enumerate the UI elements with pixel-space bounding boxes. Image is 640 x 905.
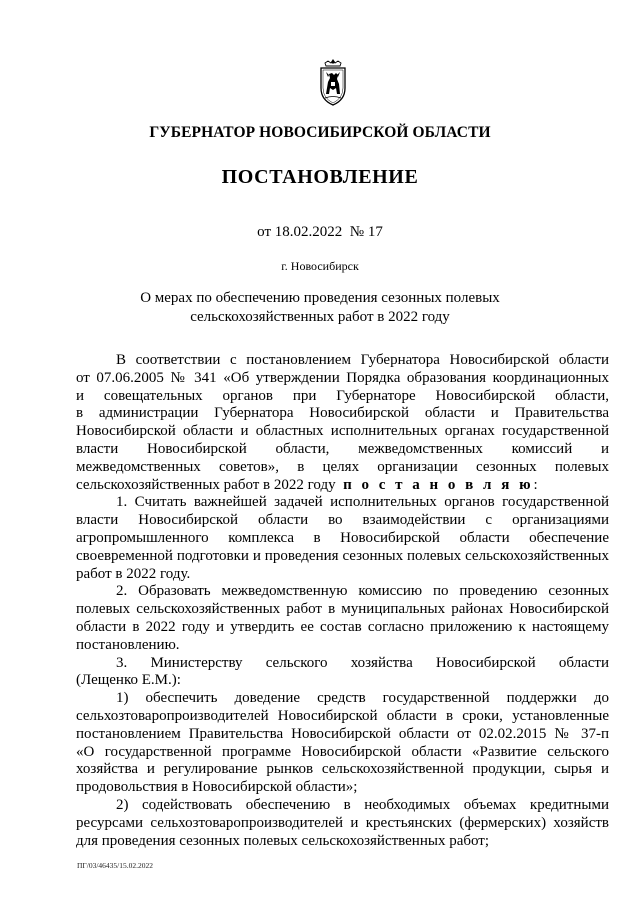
decree-word: п о с т а н о в л я ю (343, 476, 534, 493)
body-line: хозяйства и регулирование рынков сельскохозяйственной продукции, сырья и (76, 761, 609, 778)
body-line: работ в 2022 году. (76, 565, 191, 582)
body-line: полевых сельскохозяйственных работ в муниципальных районах Новосибирской (76, 601, 609, 618)
body-line: 1. Считать важнейшей задачей исполнительных органов государственной (116, 494, 609, 511)
body-line: 2) содействовать обеспечению в необходимых объемах кредитными (116, 796, 609, 813)
title-line: сельскохозяйственных работ в 2022 году (190, 309, 450, 325)
date-and-number: от 18.02.2022 № 17 (257, 224, 383, 240)
decree-colon: : (533, 476, 538, 493)
body-line: «О государственной программе Новосибирской области «Развитие сельского (76, 743, 609, 760)
body-line: в администрации Губернатора Новосибирской области и Правительства (76, 405, 609, 422)
issuing-authority: ГУБЕРНАТОР НОВОСИБИРСКОЙ ОБЛАСТИ (149, 124, 491, 141)
document-body (76, 352, 609, 850)
body-line: Новосибирской области и областных исполнительных органах государственной (76, 423, 609, 440)
body-line: от 07.06.2005 № 341 «Об утверждении Порядка образования координационных (76, 369, 609, 386)
body-line: постановлению. (76, 636, 180, 653)
body-line: своевременной подготовки и проведения сезонных полевых сельскохозяйственных (76, 547, 609, 564)
body-line: и совещательных органов при Губернаторе Новосибирской области, (76, 387, 609, 404)
coat-of-arms-icon (319, 58, 347, 106)
body-line: власти Новосибирской области, межведомственных комиссий и (76, 440, 609, 457)
decree-line (76, 477, 609, 495)
body-line: постановлением Правительства Новосибирской области от 02.02.2015 № 37-п (76, 725, 609, 742)
body-line: 1) обеспечить доведение средств государственной поддержки до (116, 690, 609, 707)
body-line: (Лещенко Е.М.): (76, 672, 181, 689)
body-line: сельскохозяйственных работ в 2022 году (76, 476, 336, 493)
document-code: ПГ/03/46435/15.02.2022 (77, 861, 154, 870)
body-line: В соответствии с постановлением Губернатора Новосибирской области (116, 352, 609, 368)
body-line: 3. Министерству сельского хозяйства Новосибирской области (116, 654, 609, 671)
body-line: области в 2022 году и утвердить ее состав согласно приложению к настоящему (76, 618, 609, 635)
body-line: продовольствия в Новосибирской области»; (76, 779, 358, 796)
city: г. Новосибирск (281, 259, 359, 273)
body-line: для проведения сезонных полевых сельскохозяйственных работ; (76, 832, 490, 849)
body-line: ресурсами сельхозтоваропроизводителей и крестьянских (фермерских) хозяйств (76, 814, 609, 831)
body-line: власти Новосибирской области во взаимодействии с организациями (76, 512, 609, 529)
body-line: 2. Образовать межведомственную комиссию по проведению сезонных (116, 583, 609, 600)
body-line: сельхозтоваропроизводителей Новосибирской области в сроки, установленные (76, 707, 609, 724)
body-line: агропромышленного комплекса в Новосибирской области обеспечение (76, 529, 609, 546)
title-line: О мерах по обеспечению проведения сезонных полевых (140, 290, 500, 306)
body-line: межведомственных советов», в целях организации сезонных полевых (76, 458, 609, 475)
document-title (100, 289, 540, 327)
document-type: ПОСТАНОВЛЕНИЕ (221, 166, 419, 188)
